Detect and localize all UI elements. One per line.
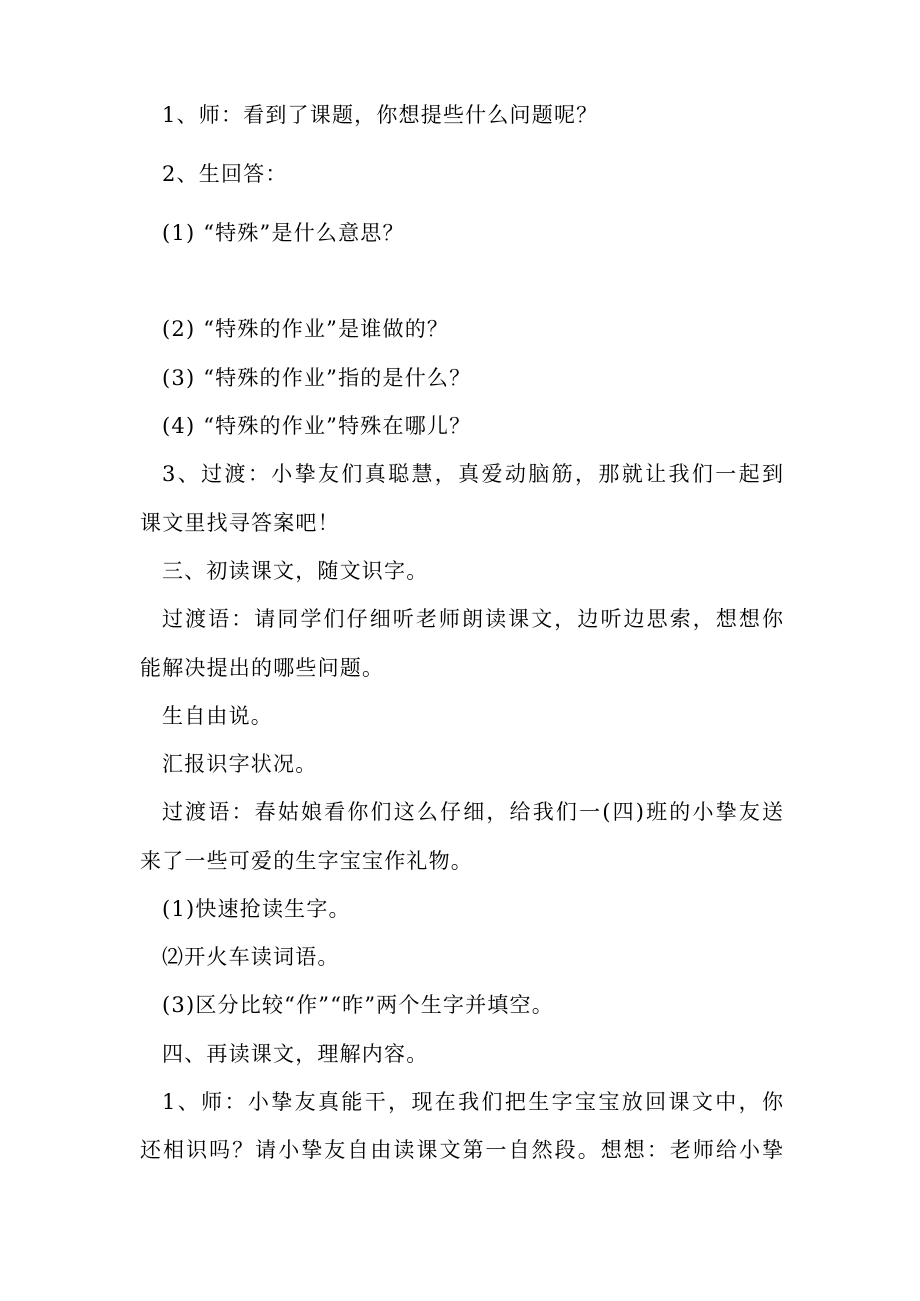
- text-line: ⑵开火车读词语。: [162, 945, 340, 969]
- text-line: (1)快速抢读生字。: [162, 897, 351, 921]
- text-line: 四、再读课文，理解内容。: [162, 1042, 429, 1066]
- text-line: (3) “特殊的作业”指的是什么？: [162, 366, 472, 390]
- text-line: (3)区分比较“作”“昨”两个生字并填空。: [162, 993, 554, 1017]
- text-line: (2) “特殊的作业”是谁做的？: [162, 317, 450, 341]
- text-line: 过渡语：春姑娘看你们这么仔细，给我们一(四)班的小挚友送: [162, 800, 783, 824]
- text-line: 能解决提出的哪些问题。: [140, 656, 385, 680]
- text-line: 3、过渡：小挚友们真聪慧，真爱动脑筋，那就让我们一起到: [162, 462, 783, 486]
- text-line: 汇报识字状况。: [162, 752, 318, 776]
- text-line: 三、初读课文，随文识字。: [162, 559, 429, 583]
- text-line: 1、师：看到了课题，你想提些什么问题呢？: [162, 103, 599, 127]
- text-line: 过渡语：请同学们仔细听老师朗读课文，边听边思索，想想你: [162, 607, 783, 631]
- text-line: 来了一些可爱的生字宝宝作礼物。: [140, 849, 473, 873]
- text-line: 1、师：小挚友真能干，现在我们把生字宝宝放回课文中，你: [162, 1090, 783, 1114]
- text-line: 课文里找寻答案吧！: [140, 511, 340, 535]
- text-line: (4) “特殊的作业”特殊在哪儿？: [162, 414, 472, 438]
- text-line: 还相识吗？请小挚友自由读课文第一自然段。想想：老师给小挚: [140, 1138, 783, 1162]
- text-line: 生自由说。: [162, 704, 273, 728]
- text-line: (1) “特殊”是什么意思？: [162, 221, 405, 245]
- text-line: 2、生回答：: [162, 162, 288, 186]
